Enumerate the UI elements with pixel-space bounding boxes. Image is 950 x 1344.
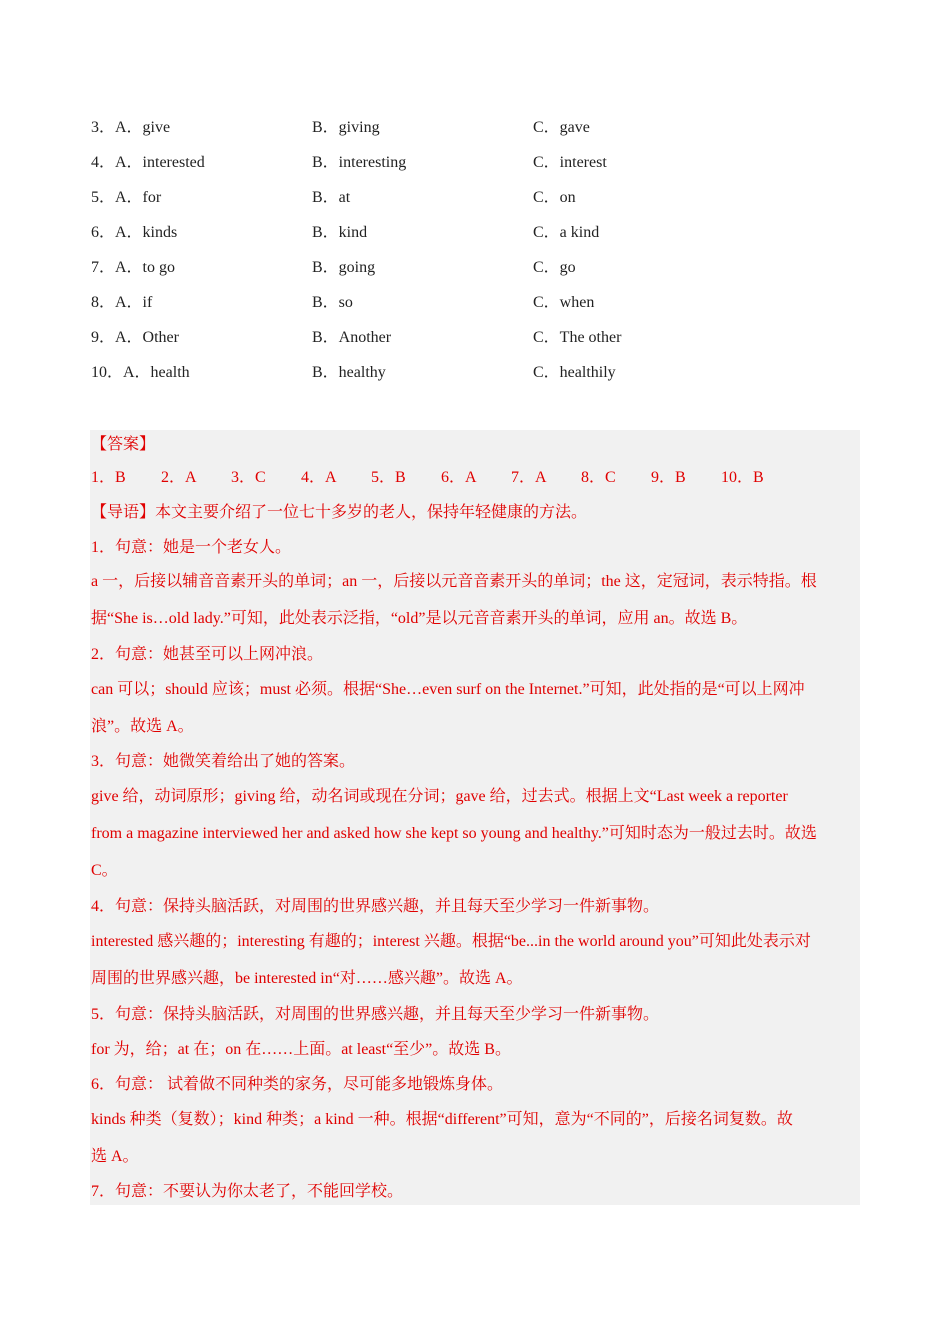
answer-item: 1．B (91, 469, 126, 486)
answer-item: 5．B (371, 469, 406, 486)
explanation-line: 【导语】本文主要介绍了一位七十多岁的老人，保持年轻健康的方法。 (91, 504, 588, 521)
answer-item: 2．A (161, 469, 197, 486)
explanation-line: 5．句意：保持头脑活跃，对周围的世界感兴趣，并且每天至少学习一件新事物。 (91, 1006, 660, 1023)
option-row (91, 254, 851, 289)
explanation-line: give 给，动词原形；giving 给，动名词或现在分词；gave 给，过去式。根据上文“Last week a reporter (91, 788, 788, 805)
option-a: 6．A．kinds (91, 224, 178, 241)
option-c: C．interest (533, 154, 607, 171)
option-a: 7．A．to go (91, 259, 176, 276)
option-a: 10．A．health (91, 364, 190, 381)
option-c: C．when (533, 294, 595, 311)
option-row (91, 114, 851, 149)
option-c: C．on (533, 189, 576, 206)
explanation-line: 4．句意：保持头脑活跃，对周围的世界感兴趣，并且每天至少学习一件新事物。 (91, 898, 660, 915)
explanation-line: interested 感兴趣的；interesting 有趣的；interest 兴趣。根据“be...in the world around you”可知此处表示对 (91, 933, 811, 950)
option-row (91, 324, 851, 359)
option-row (91, 184, 851, 219)
answer-item: 7．A (511, 469, 547, 486)
answer-item: 10．B (721, 469, 764, 486)
option-b: B．giving (312, 119, 380, 136)
option-b: B．kind (312, 224, 368, 241)
option-b: B．healthy (312, 364, 386, 381)
answer-item: 9．B (651, 469, 686, 486)
option-row (91, 359, 851, 394)
option-a: 5．A．for (91, 189, 162, 206)
answer-header: 【答案】 (91, 436, 156, 453)
option-b: B．at (312, 189, 351, 206)
option-b: B．so (312, 294, 353, 311)
answer-section (90, 430, 860, 1205)
option-a: 8．A．if (91, 294, 153, 311)
option-a: 9．A．Other (91, 329, 179, 346)
explanation-line: 1．句意：她是一个老女人。 (91, 539, 292, 556)
option-a: 3．A．give (91, 119, 171, 136)
explanation-line: from a magazine interviewed her and asked how she kept so young and healthy.”可知时态为一般过去时。故选 (91, 825, 817, 842)
option-b: B．interesting (312, 154, 407, 171)
explanation-line: for 为，给；at 在；on 在……上面。at least“至少”。故选 B。 (91, 1041, 511, 1058)
option-b: B．going (312, 259, 376, 276)
answer-item: 3．C (231, 469, 266, 486)
option-b: B．Another (312, 329, 392, 346)
option-row (91, 289, 851, 324)
explanation-line: 7．句意：不要认为你太老了，不能回学校。 (91, 1183, 404, 1200)
explanation-line: kinds 种类（复数）；kind 种类；a kind 一种。根据“different”可知，意为“不同的”，后接名词复数。故 (91, 1111, 793, 1128)
explanation-line: 选 A。 (91, 1148, 139, 1165)
explanation-line: a 一，后接以辅音音素开头的单词；an 一，后接以元音音素开头的单词；the 这，定冠词，表示特指。根 (91, 573, 817, 590)
answer-item: 4．A (301, 469, 337, 486)
option-c: C．go (533, 259, 576, 276)
option-row (91, 219, 851, 254)
answer-item: 8．C (581, 469, 616, 486)
answer-item: 6．A (441, 469, 477, 486)
option-c: C．a kind (533, 224, 600, 241)
explanation-line: can 可以；should 应该；must 必须。根据“She…even surf on the Internet.”可知，此处指的是“可以上网冲 (91, 681, 805, 698)
explanation-line: 2．句意：她甚至可以上网冲浪。 (91, 646, 324, 663)
option-c: C．The other (533, 329, 622, 346)
explanation-line: 浪”。故选 A。 (91, 718, 194, 735)
option-a: 4．A．interested (91, 154, 205, 171)
explanation-line: C。 (91, 862, 118, 879)
answer-list (91, 466, 791, 490)
option-row (91, 149, 851, 184)
explanation-line: 3．句意：她微笑着给出了她的答案。 (91, 753, 356, 770)
option-c: C．healthily (533, 364, 616, 381)
explanation-line: 6．句意： 试着做不同种类的家务，尽可能多地锻炼身体。 (91, 1076, 504, 1093)
option-c: C．gave (533, 119, 590, 136)
options-list (91, 114, 851, 394)
explanation-line: 周围的世界感兴趣，be interested in“对……感兴趣”。故选 A。 (91, 970, 523, 987)
explanation-line: 据“She is…old lady.”可知，此处表示泛指，“old”是以元音音素开头的单词，应用 an。故选 B。 (91, 610, 748, 627)
